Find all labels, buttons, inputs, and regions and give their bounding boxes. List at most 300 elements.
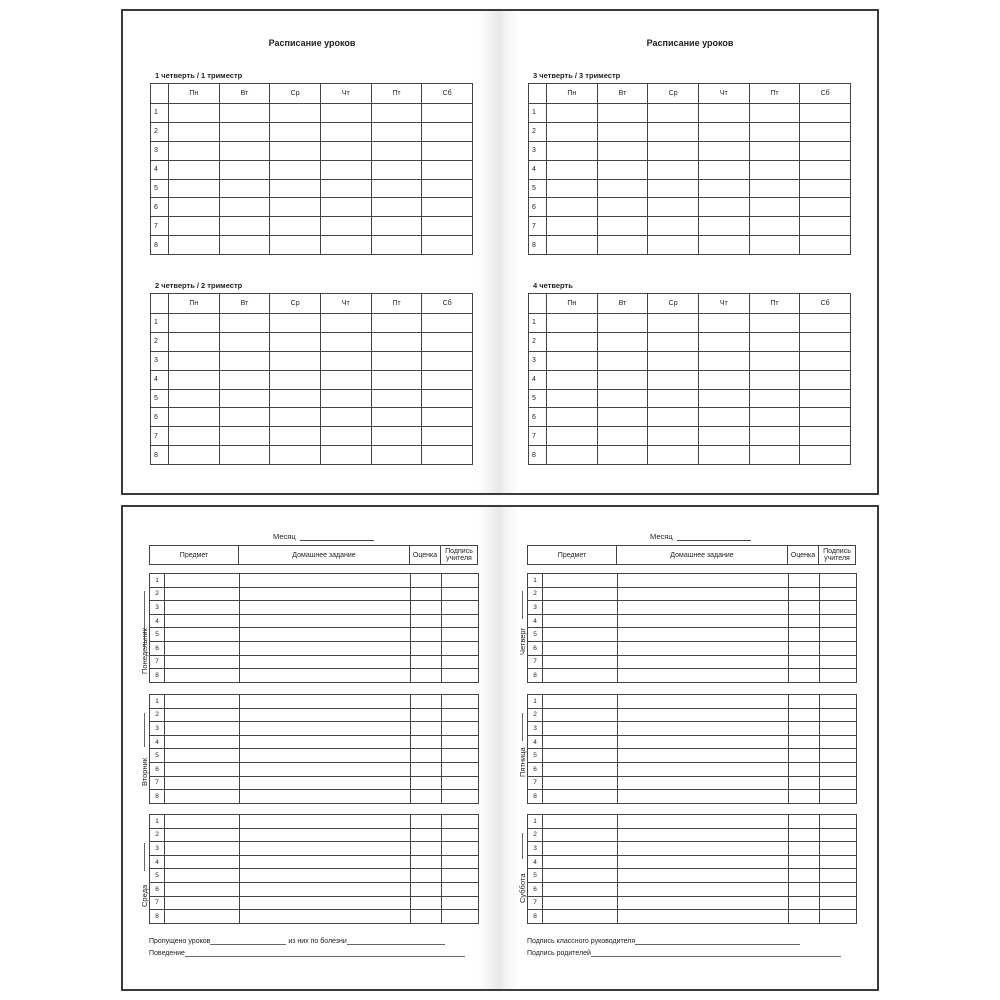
grade-cell [789, 587, 820, 601]
lesson-number: 7 [150, 776, 165, 790]
schedule-cell [219, 217, 270, 236]
homework-cell [618, 614, 789, 628]
schedule-cell [547, 198, 598, 217]
homework-cell [618, 855, 789, 869]
homework-cell [240, 601, 411, 615]
grade-cell [789, 842, 820, 856]
schedule-cell [371, 104, 422, 123]
diary-row [528, 815, 857, 829]
subject-cell [165, 574, 240, 588]
subject-cell [543, 855, 618, 869]
lesson-number: 5 [150, 869, 165, 883]
schedule-cell [547, 179, 598, 198]
schedule-cell [320, 332, 371, 351]
signature-cell [442, 828, 479, 842]
homework-cell [240, 776, 411, 790]
subject-cell [165, 655, 240, 669]
homework-cell [618, 882, 789, 896]
diary-header-row [528, 546, 856, 565]
schedule-page-left [123, 11, 501, 493]
day-table-saturday [527, 814, 857, 924]
day-header: Чт [698, 294, 749, 314]
schedule-cell [371, 141, 422, 160]
grade-cell [789, 896, 820, 910]
schedule-cell [648, 104, 699, 123]
schedule-cell [698, 236, 749, 255]
schedule-row [529, 446, 851, 465]
lesson-number: 1 [529, 104, 547, 123]
signature-cell [820, 749, 857, 763]
schedule-cell [547, 332, 598, 351]
schedule-cell [169, 141, 220, 160]
diary-row [150, 574, 479, 588]
signature-cell [820, 708, 857, 722]
schedule-cell [169, 122, 220, 141]
subject-cell [165, 790, 240, 804]
month-field [650, 532, 751, 541]
schedule-cell [749, 179, 800, 198]
day-label-tuesday: Вторник [140, 757, 149, 786]
diary-row [528, 855, 857, 869]
diary-row [528, 790, 857, 804]
schedule-cell [320, 370, 371, 389]
subject-cell [165, 695, 240, 709]
quarter-3-label: 3 четверть / 3 триместр [533, 71, 621, 80]
subject-cell [543, 790, 618, 804]
diary-row [150, 776, 479, 790]
grade-cell [789, 641, 820, 655]
subject-cell [165, 762, 240, 776]
homework-cell [240, 614, 411, 628]
schedule-cell [597, 160, 648, 179]
signature-cell [442, 762, 479, 776]
diary-row [150, 842, 479, 856]
column-header-signature: Подпись учителя [441, 546, 478, 565]
schedule-cell [270, 122, 321, 141]
grade-cell [411, 708, 442, 722]
signature-cell [820, 842, 857, 856]
schedule-cell [597, 198, 648, 217]
homework-cell [240, 587, 411, 601]
lesson-number: 2 [151, 122, 169, 141]
schedule-cell [219, 332, 270, 351]
homework-cell [240, 628, 411, 642]
day-header: Чт [320, 84, 371, 104]
column-header-homework: Домашнее задание [239, 546, 410, 565]
signature-cell [442, 695, 479, 709]
diary-row [528, 669, 857, 683]
grade-cell [789, 882, 820, 896]
schedule-cell [547, 427, 598, 446]
lesson-number: 4 [150, 855, 165, 869]
schedule-cell [698, 217, 749, 236]
signature-cell [442, 574, 479, 588]
lesson-number: 8 [150, 910, 165, 924]
schedule-cell [371, 332, 422, 351]
schedule-cell [320, 198, 371, 217]
schedule-row [529, 389, 851, 408]
grade-cell [411, 815, 442, 829]
schedule-cell [547, 408, 598, 427]
schedule-table-q2 [150, 293, 473, 465]
lesson-number: 2 [528, 587, 543, 601]
diary-row [528, 776, 857, 790]
diary-row [528, 722, 857, 736]
day-table-wednesday [149, 814, 479, 924]
grade-cell [789, 815, 820, 829]
schedule-cell [698, 198, 749, 217]
signature-cell [820, 762, 857, 776]
diary-header-left [149, 545, 478, 565]
schedule-cell [270, 389, 321, 408]
parents-sign-field [527, 949, 841, 957]
diary-row [150, 614, 479, 628]
diary-row [528, 628, 857, 642]
lesson-number: 4 [151, 160, 169, 179]
day-line [522, 713, 523, 741]
subject-cell [165, 869, 240, 883]
lesson-number: 6 [528, 641, 543, 655]
schedule-cell [597, 179, 648, 198]
homework-cell [240, 574, 411, 588]
diary-header-row [150, 546, 478, 565]
grade-cell [789, 655, 820, 669]
schedule-cell [800, 160, 851, 179]
lesson-number: 7 [528, 776, 543, 790]
subject-cell [543, 828, 618, 842]
schedule-cell [320, 122, 371, 141]
schedule-cell [547, 314, 598, 333]
schedule-cell [270, 179, 321, 198]
lesson-number: 7 [151, 427, 169, 446]
column-header-signature: Подпись учителя [819, 546, 856, 565]
schedule-cell [422, 332, 473, 351]
schedule-cell [698, 351, 749, 370]
grade-cell [411, 910, 442, 924]
grade-cell [789, 574, 820, 588]
schedule-cell [800, 314, 851, 333]
schedule-cell [648, 370, 699, 389]
grade-cell [411, 641, 442, 655]
lesson-number: 6 [529, 198, 547, 217]
signature-cell [442, 655, 479, 669]
schedule-cell [698, 160, 749, 179]
schedule-cell [219, 314, 270, 333]
schedule-row [151, 389, 473, 408]
day-label-saturday: Суббота [518, 873, 527, 903]
grade-cell [411, 855, 442, 869]
schedule-cell [648, 198, 699, 217]
quarter-1-label: 1 четверть / 1 триместр [155, 71, 243, 80]
homework-cell [618, 762, 789, 776]
behavior-label: Поведение [149, 950, 185, 957]
homework-cell [240, 722, 411, 736]
homework-cell [240, 842, 411, 856]
schedule-cell [648, 122, 699, 141]
grade-cell [411, 869, 442, 883]
subject-cell [543, 669, 618, 683]
subject-cell [165, 896, 240, 910]
schedule-cell [749, 236, 800, 255]
schedule-row [151, 179, 473, 198]
grade-cell [789, 828, 820, 842]
subject-cell [165, 614, 240, 628]
schedule-cell [597, 370, 648, 389]
schedule-cell [422, 427, 473, 446]
schedule-row [529, 122, 851, 141]
schedule-cell [169, 314, 220, 333]
grade-cell [411, 587, 442, 601]
signature-cell [442, 708, 479, 722]
column-header-homework: Домашнее задание [617, 546, 788, 565]
homework-cell [618, 669, 789, 683]
subject-cell [165, 855, 240, 869]
schedule-cell [749, 217, 800, 236]
schedule-cell [800, 122, 851, 141]
homework-cell [240, 910, 411, 924]
diary-row [528, 641, 857, 655]
schedule-header-row [151, 294, 473, 314]
diary-row [150, 695, 479, 709]
schedule-row [151, 351, 473, 370]
day-header: Пт [371, 294, 422, 314]
lesson-number: 8 [151, 446, 169, 465]
diary-row [528, 896, 857, 910]
grade-cell [411, 628, 442, 642]
grade-cell [411, 776, 442, 790]
schedule-table-q3 [528, 83, 851, 255]
schedule-row [529, 332, 851, 351]
diary-row [150, 910, 479, 924]
signature-cell [820, 790, 857, 804]
schedule-cell [219, 389, 270, 408]
lesson-number: 4 [529, 160, 547, 179]
grade-cell [789, 628, 820, 642]
schedule-cell [422, 217, 473, 236]
schedule-cell [169, 332, 220, 351]
behavior-field [149, 949, 465, 957]
grade-cell [789, 735, 820, 749]
grade-cell [411, 614, 442, 628]
homework-cell [618, 722, 789, 736]
lesson-number: 2 [529, 122, 547, 141]
schedule-cell [648, 217, 699, 236]
schedule-cell [749, 446, 800, 465]
schedule-cell [749, 160, 800, 179]
schedule-row [529, 217, 851, 236]
schedule-cell [698, 141, 749, 160]
signature-cell [442, 587, 479, 601]
schedule-cell [169, 408, 220, 427]
schedule-cell [749, 389, 800, 408]
lesson-number: 7 [150, 655, 165, 669]
month-field [273, 532, 374, 541]
schedule-cell [169, 351, 220, 370]
schedule-cell [320, 314, 371, 333]
schedule-cell [320, 446, 371, 465]
day-header: Сб [800, 294, 851, 314]
subject-cell [543, 628, 618, 642]
subject-cell [543, 842, 618, 856]
homework-cell [240, 708, 411, 722]
lesson-number: 3 [528, 601, 543, 615]
grade-cell [789, 910, 820, 924]
signature-cell [442, 641, 479, 655]
day-line [522, 591, 523, 619]
lesson-number: 4 [528, 855, 543, 869]
lesson-number: 6 [529, 408, 547, 427]
homework-cell [618, 735, 789, 749]
day-table-thursday [527, 573, 857, 683]
day-header: Ср [648, 294, 699, 314]
diary-page-left [123, 507, 501, 989]
schedule-cell [698, 332, 749, 351]
schedule-cell [270, 198, 321, 217]
schedule-row [151, 141, 473, 160]
day-header: Пн [547, 84, 598, 104]
lesson-number: 4 [150, 735, 165, 749]
schedule-cell [270, 160, 321, 179]
lesson-number: 5 [529, 179, 547, 198]
subject-cell [543, 869, 618, 883]
schedule-row [529, 160, 851, 179]
schedule-cell [371, 160, 422, 179]
schedule-cell [320, 236, 371, 255]
schedule-cell [547, 351, 598, 370]
day-label-thursday: Четверг [518, 627, 527, 655]
subject-cell [543, 896, 618, 910]
subject-cell [165, 587, 240, 601]
schedule-cell [698, 314, 749, 333]
day-header: Пт [371, 84, 422, 104]
lesson-number: 8 [529, 236, 547, 255]
schedule-cell [422, 141, 473, 160]
day-line [144, 843, 145, 871]
schedule-cell [698, 179, 749, 198]
schedule-cell [547, 446, 598, 465]
homework-cell [618, 587, 789, 601]
homework-cell [240, 882, 411, 896]
grade-cell [789, 614, 820, 628]
lesson-number: 2 [150, 587, 165, 601]
schedule-cell [270, 314, 321, 333]
ill-line [347, 937, 445, 945]
lesson-number: 6 [150, 641, 165, 655]
lesson-number: 3 [529, 351, 547, 370]
schedule-cell [597, 446, 648, 465]
lesson-number: 4 [528, 735, 543, 749]
subject-cell [543, 655, 618, 669]
grade-cell [789, 790, 820, 804]
lesson-number: 5 [528, 628, 543, 642]
lesson-number: 5 [528, 869, 543, 883]
lesson-number: 1 [150, 695, 165, 709]
schedule-cell [371, 217, 422, 236]
subject-cell [165, 669, 240, 683]
day-header: Пт [749, 84, 800, 104]
signature-cell [442, 815, 479, 829]
diary-row [150, 669, 479, 683]
signature-cell [442, 910, 479, 924]
grade-cell [411, 669, 442, 683]
schedule-row [529, 370, 851, 389]
schedule-row [151, 314, 473, 333]
schedule-spread [121, 9, 879, 495]
day-label-friday: Пятница [518, 747, 527, 777]
schedule-cell [422, 160, 473, 179]
diary-row [150, 855, 479, 869]
corner-cell [151, 294, 169, 314]
diary-row [528, 762, 857, 776]
schedule-cell [169, 389, 220, 408]
schedule-cell [749, 314, 800, 333]
lesson-number: 8 [150, 790, 165, 804]
schedule-cell [422, 122, 473, 141]
diary-spread [121, 505, 879, 991]
signature-cell [442, 628, 479, 642]
schedule-cell [597, 314, 648, 333]
schedule-cell [219, 179, 270, 198]
day-header: Ср [648, 84, 699, 104]
diary-row [150, 655, 479, 669]
quarter-2-label: 2 четверть / 2 триместр [155, 281, 243, 290]
schedule-cell [648, 446, 699, 465]
homework-cell [240, 896, 411, 910]
schedule-cell [219, 160, 270, 179]
schedule-cell [800, 141, 851, 160]
schedule-cell [648, 332, 699, 351]
schedule-table-q4 [528, 293, 851, 465]
lesson-number: 7 [529, 427, 547, 446]
subject-cell [165, 882, 240, 896]
schedule-cell [169, 160, 220, 179]
schedule-cell [800, 427, 851, 446]
schedule-row [151, 332, 473, 351]
column-header-grade: Оценка [410, 546, 441, 565]
schedule-cell [749, 104, 800, 123]
schedule-cell [698, 389, 749, 408]
signature-cell [820, 896, 857, 910]
subject-cell [543, 574, 618, 588]
schedule-cell [698, 446, 749, 465]
day-header: Чт [320, 294, 371, 314]
signature-cell [820, 628, 857, 642]
month-line [677, 532, 751, 541]
lesson-number: 3 [150, 842, 165, 856]
grade-cell [411, 762, 442, 776]
lesson-number: 8 [528, 910, 543, 924]
grade-cell [411, 722, 442, 736]
homework-cell [618, 815, 789, 829]
homework-cell [240, 869, 411, 883]
homework-cell [240, 735, 411, 749]
schedule-row [529, 104, 851, 123]
schedule-cell [422, 370, 473, 389]
lesson-number: 5 [151, 179, 169, 198]
schedule-cell [270, 408, 321, 427]
schedule-cell [219, 408, 270, 427]
missed-lessons-field [149, 937, 445, 945]
homework-cell [240, 790, 411, 804]
signature-cell [820, 855, 857, 869]
homework-cell [618, 828, 789, 842]
schedule-cell [219, 104, 270, 123]
schedule-cell [270, 446, 321, 465]
schedule-cell [169, 104, 220, 123]
homework-cell [618, 641, 789, 655]
signature-cell [820, 828, 857, 842]
class-teacher-sign-line [635, 937, 800, 945]
